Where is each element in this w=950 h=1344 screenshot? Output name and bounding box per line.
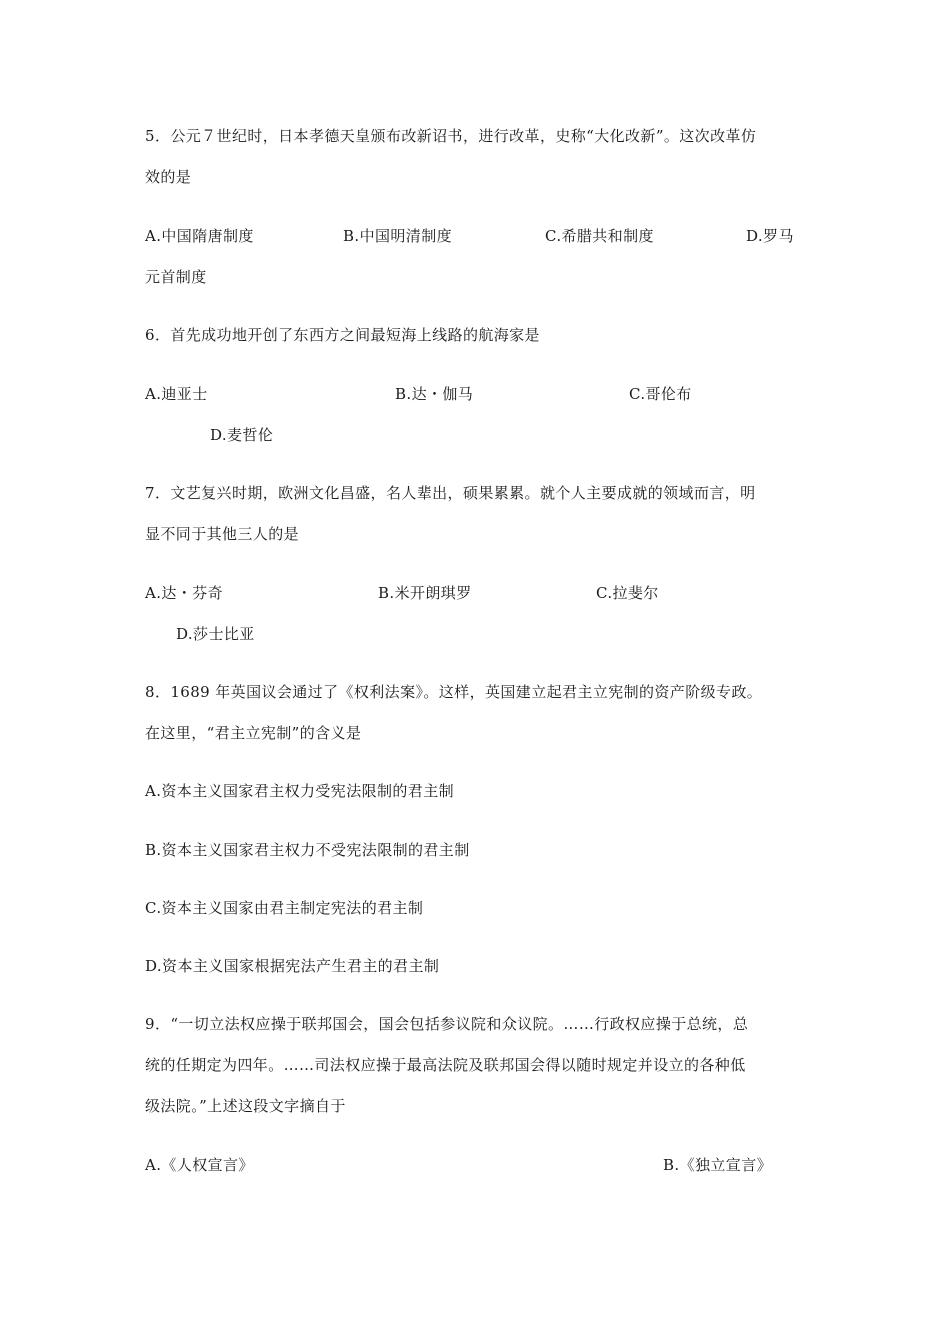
question-8-stem-line-2: 在这里，“君主立宪制”的含义是 — [145, 724, 362, 742]
question-7-option-d: D.莎士比亚 — [176, 625, 255, 643]
question-5-option-d-continued: 元首制度 — [145, 268, 207, 286]
question-6-option-a: A.迪亚士 — [145, 385, 208, 403]
question-7-stem-line-1: 7．文艺复兴时期，欧洲文化昌盛，名人辈出，硕果累累。就个人主要成就的领域而言，明 — [145, 484, 756, 502]
question-9-option-b: B.《独立宣言》 — [663, 1156, 772, 1174]
question-8-stem-line-1: 8．1689 年英国议会通过了《权利法案》。这样，英国建立起君主立宪制的资产阶级专政。 — [145, 683, 763, 701]
question-5-stem-line-1: 5．公元７世纪时，日本孝德天皇颁布改新诏书，进行改革，史称“大化改新”。这次改革仿 — [145, 127, 757, 145]
question-5-option-d: D.罗马 — [746, 227, 794, 245]
question-6-option-c: C.哥伦布 — [629, 385, 692, 403]
question-9-stem-line-1: 9．“一切立法权应操于联邦国会，国会包括参议院和众议院。……行政权应操于总统，总 — [145, 1015, 749, 1033]
question-9-stem-line-2: 统的任期定为四年。……司法权应操于最高法院及联邦国会得以随时规定并设立的各种低 — [145, 1056, 746, 1074]
question-8-option-b: B.资本主义国家君主权力不受宪法限制的君主制 — [145, 841, 470, 859]
question-5-option-b: B.中国明清制度 — [343, 227, 452, 245]
question-8-option-a: A.资本主义国家君主权力受宪法限制的君主制 — [145, 782, 455, 800]
question-5-stem-line-2: 效的是 — [145, 168, 192, 186]
question-7-option-b: B.米开朗琪罗 — [378, 584, 472, 602]
question-5-option-c: C.希腊共和制度 — [545, 227, 654, 245]
question-6-option-b: B.达・伽马 — [395, 385, 474, 403]
question-7-option-a: A.达・芬奇 — [145, 584, 224, 602]
question-7-stem-line-2: 显不同于其他三人的是 — [145, 525, 300, 543]
question-9-stem-line-3: 级法院。”上述这段文字摘自于 — [145, 1097, 346, 1115]
question-8-option-d: D.资本主义国家根据宪法产生君主的君主制 — [145, 957, 440, 975]
question-8-option-c: C.资本主义国家由君主制定宪法的君主制 — [145, 899, 424, 917]
question-6-stem-line-1: 6．首先成功地开创了东西方之间最短海上线路的航海家是 — [145, 326, 540, 344]
question-9-option-a: A.《人权宣言》 — [145, 1156, 254, 1174]
question-6-option-d: D.麦哲伦 — [210, 426, 274, 444]
question-5-option-a: A.中国隋唐制度 — [145, 227, 254, 245]
question-7-option-c: C.拉斐尔 — [596, 584, 659, 602]
